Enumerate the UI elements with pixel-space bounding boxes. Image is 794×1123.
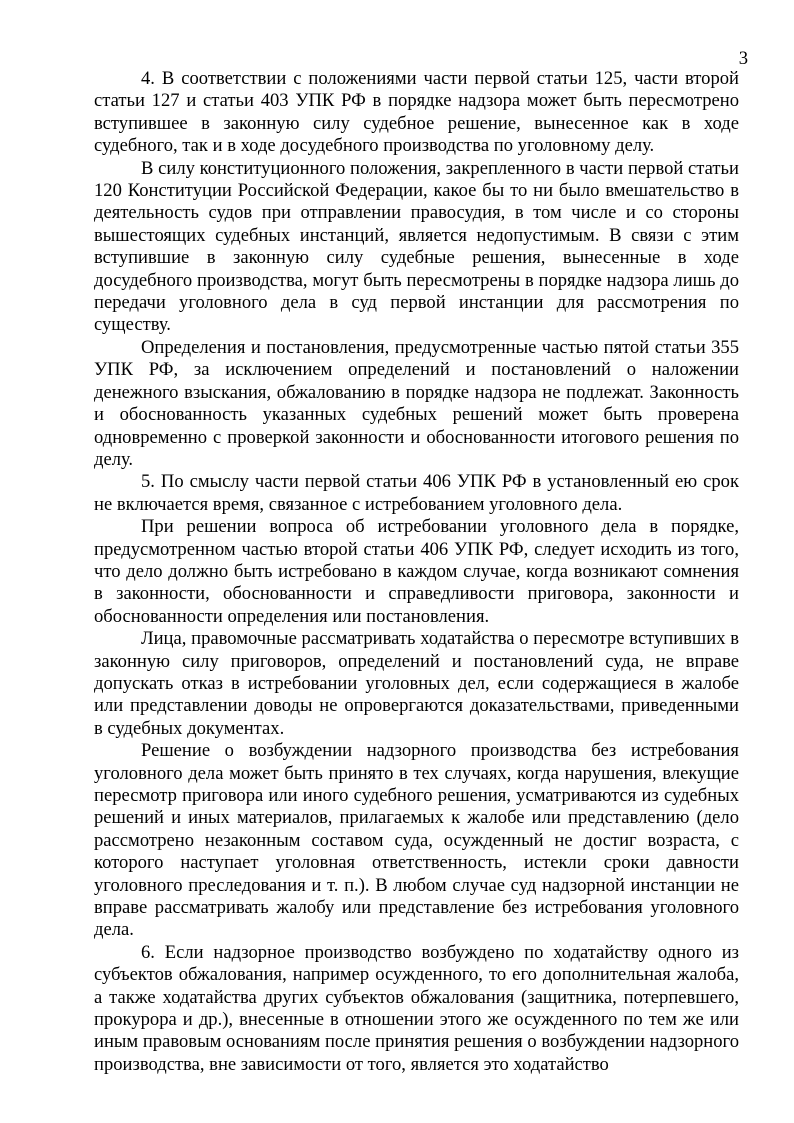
paragraph-1: 4. В соответствии с положениями части первой статьи 125, части второй статьи 127 и статьи 403 УПК РФ в порядке надзора может быть пересмотрено вступившее в законную силу судебное решение, вынесенное как в ходе судебного, так и в ходе досудебного производства по уголовному делу. <box>94 68 739 157</box>
paragraph-7: Решение о возбуждении надзорного производства без истребования уголовного дела может быть принято в тех случаях, когда нарушения, влекущие пересмотр приговора или иного судебного решения, усматриваются из судебных решений и иных материалов, прилагаемых к жалобе или представлению (дело рассмотрено незаконным составом суда, осужденный не достиг возраста, с которого наступает уголовная ответственность, истекли сроки давности уголовного преследования и т. п.). В любом случае суд надзорной инстанции не вправе рассматривать жалобу или представление без истребования уголовного дела. <box>94 740 739 941</box>
paragraph-4: 5. По смыслу части первой статьи 406 УПК РФ в установленный ею срок не включается время, связанное с истребованием уголовного дела. <box>94 471 739 515</box>
paragraph-2: В силу конституционного положения, закрепленного в части первой статьи 120 Конституции Российской Федерации, какое бы то ни было вмешательство в деятельность судов при отправлении правосудия, в том числе и со стороны вышестоящих судебных инстанций, является недопустимым. В связи с этим вступившие в законную силу судебные решения, вынесенные в ходе досудебного производства, могут быть пересмотрены в порядке надзора лишь до передачи уголовного дела в суд первой инстанции для рассмотрения по существу. <box>94 157 739 336</box>
paragraph-8: 6. Если надзорное производство возбуждено по ходатайству одного из субъектов обжалования, например осужденного, то его дополнительная жалоба, а также ходатайства других субъектов обжалования (защитника, потерпевшего, прокурора и др.), внесенные в отношении этого же осужденного по тем же или иным правовым основаниям после принятия решения о возбуждении надзорного производства, вне зависимости от того, является это ходатайство <box>94 941 739 1075</box>
page-number: 3 <box>738 48 748 69</box>
document-body <box>94 68 739 1076</box>
paragraph-5: При решении вопроса об истребовании уголовного дела в порядке, предусмотренном частью второй статьи 406 УПК РФ, следует исходить из того, что дело должно быть истребовано в каждом случае, когда возникают сомнения в законности, обоснованности и справедливости приговора, законности и обоснованности определения или постановления. <box>94 516 739 627</box>
paragraph-6: Лица, правомочные рассматривать ходатайства о пересмотре вступивших в законную силу приговоров, определений и постановлений суда, не вправе допускать отказ в истребовании уголовных дел, если содержащиеся в жалобе или представлении доводы не опровергаются доказательствами, приведенными в судебных документах. <box>94 628 739 739</box>
paragraph-3: Определения и постановления, предусмотренные частью пятой статьи 355 УПК РФ, за исключением определений и постановлений о наложении денежного взыскания, обжалованию в порядке надзора не подлежат. Законность и обоснованность указанных судебных решений может быть проверена одновременно с проверкой законности и обоснованности итогового решения по делу. <box>94 336 739 470</box>
